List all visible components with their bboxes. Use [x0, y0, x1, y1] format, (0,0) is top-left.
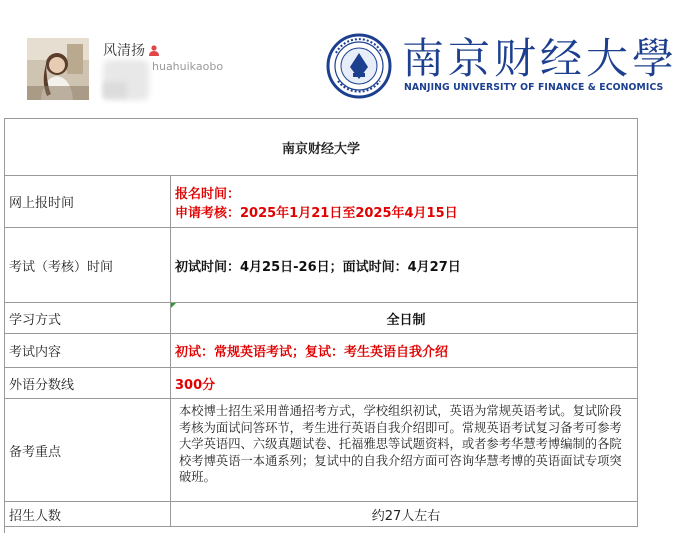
blurred-text	[103, 82, 127, 98]
university-seal-icon	[326, 33, 392, 99]
table-row	[5, 303, 638, 334]
table-row	[5, 176, 638, 228]
registration-time-label: 报名时间：	[175, 186, 241, 202]
row-label[interactable]: 备考重点	[5, 399, 171, 501]
row-value[interactable]	[171, 176, 638, 227]
application-period: 申请考核：2025年1月21日至2025年4月15日	[175, 205, 458, 221]
row-label[interactable]: 网上报时间	[5, 176, 171, 227]
table-row	[5, 502, 638, 527]
row-label[interactable]: 学习方式	[5, 303, 171, 333]
spreadsheet-table	[4, 118, 638, 533]
row-label[interactable]: 招生人数	[5, 502, 171, 526]
table-row	[5, 334, 638, 368]
table-title-row	[5, 119, 638, 176]
study-focus-paragraph: 本校博士招生采用普通招考方式，学校组织初试，英语为常规英语考试。复试阶段考核为面试问答环节，考生进行英语自我介绍即可。常规英语考试复习备考可参考大学英语四、六级真题试卷、托福雅思等试题资料，或者参考华慧考博编制的各院校考博英语一本通系列；复试中的自我介绍方面可咨询华慧考博的英语面试专项突破班。	[179, 404, 622, 485]
row-value[interactable]: 初试时间：4月25日-26日；面试时间：4月27日	[171, 228, 638, 302]
row-value[interactable]: 300分	[171, 368, 638, 398]
row-value[interactable]: 初试：常规英语考试；复试：考生英语自我介绍	[171, 334, 638, 367]
row-value[interactable]	[171, 399, 638, 501]
table-title[interactable]: 南京财经大学	[5, 119, 638, 175]
avatar[interactable]	[27, 38, 89, 100]
university-logo-english: NANJING UNIVERSITY OF FINANCE & ECONOMICS	[404, 82, 664, 93]
avatar-photo	[27, 38, 89, 100]
header	[0, 0, 678, 116]
person-icon	[149, 45, 159, 56]
row-label[interactable]: 考试内容	[5, 334, 171, 367]
username	[103, 40, 159, 60]
table-row	[5, 368, 638, 399]
table-row	[5, 228, 638, 303]
row-value[interactable]: 全日制	[171, 303, 638, 333]
table-row	[5, 399, 638, 502]
username-text: 风清扬	[103, 43, 145, 59]
row-value[interactable]: 约27人左右	[171, 502, 638, 526]
cell-comment-marker	[171, 303, 176, 308]
account-handle: huahuikaobo	[152, 60, 224, 73]
university-logo-chinese: 南京财经大學	[402, 34, 678, 83]
row-label[interactable]: 考试（考核）时间	[5, 228, 171, 302]
row-label[interactable]: 外语分数线	[5, 368, 171, 398]
